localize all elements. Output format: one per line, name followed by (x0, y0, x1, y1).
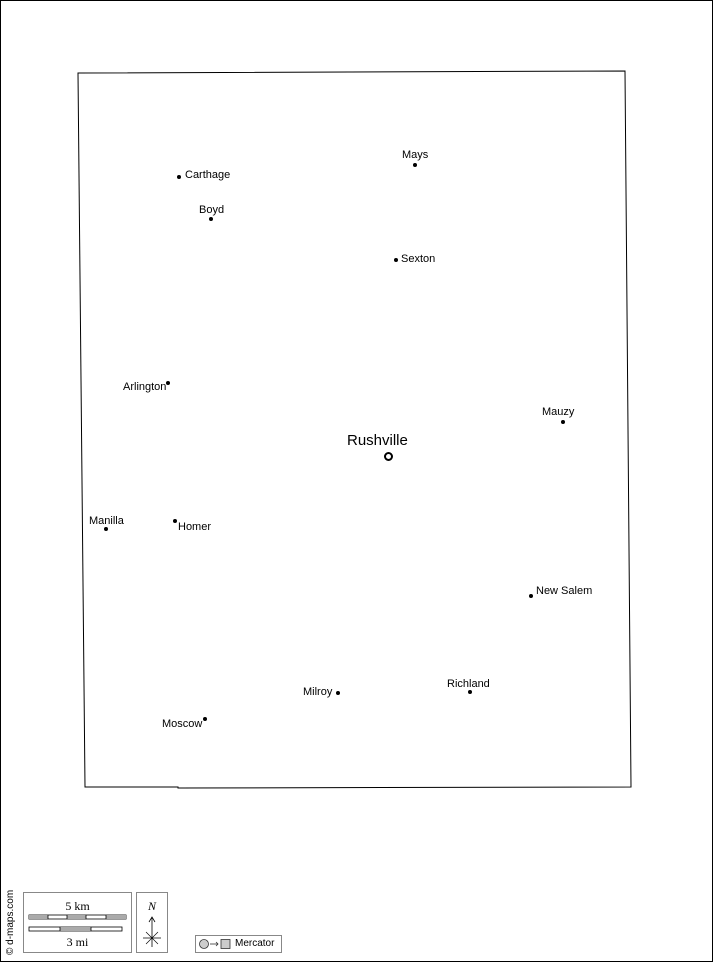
town-label-boyd: Boyd (199, 204, 225, 216)
county-boundary (78, 71, 631, 788)
town-label-arlington: Arlington (123, 381, 167, 393)
town-label-moscow: Moscow (162, 718, 203, 730)
town-label-mauzy: Mauzy (542, 406, 575, 418)
town-label-carthage: Carthage (185, 169, 231, 181)
town-label-milroy: Milroy (303, 686, 333, 698)
county-seat-label: Rushville (347, 432, 408, 449)
town-dot-sexton (394, 258, 398, 262)
town-label-manilla: Manilla (89, 515, 124, 527)
town-dot-moscow (203, 717, 207, 721)
scale-mi-label: 3 mi (66, 935, 89, 949)
town-dot-mauzy (561, 420, 565, 424)
town-label-sexton: Sexton (401, 253, 436, 265)
north-arrow (136, 892, 168, 953)
town-dot-boyd (209, 217, 213, 221)
town-dot-richland (468, 690, 472, 694)
north-label: N (147, 899, 156, 913)
projection-box (195, 935, 282, 953)
town-dot-arlington (166, 381, 170, 385)
town-dot-new-salem (529, 594, 533, 598)
town-label-richland: Richland (447, 678, 490, 690)
town-label-homer: Homer (178, 521, 212, 533)
town-dot-milroy (336, 691, 340, 695)
town-dot-carthage (177, 175, 181, 179)
town-dot-mays (413, 163, 417, 167)
county-seat-marker (384, 452, 393, 461)
scale-bar (23, 892, 132, 953)
compass-icon (137, 893, 167, 952)
projection-label: Mercator (235, 938, 275, 949)
town-label-new-salem: New Salem (536, 585, 593, 597)
town-label-mays: Mays (402, 149, 429, 161)
scale-km-label: 5 km (65, 899, 90, 913)
copyright-label: © d-maps.com (5, 889, 16, 955)
town-dot-manilla (104, 527, 108, 531)
projection-icon (196, 936, 234, 952)
town-dot-homer (173, 519, 177, 523)
